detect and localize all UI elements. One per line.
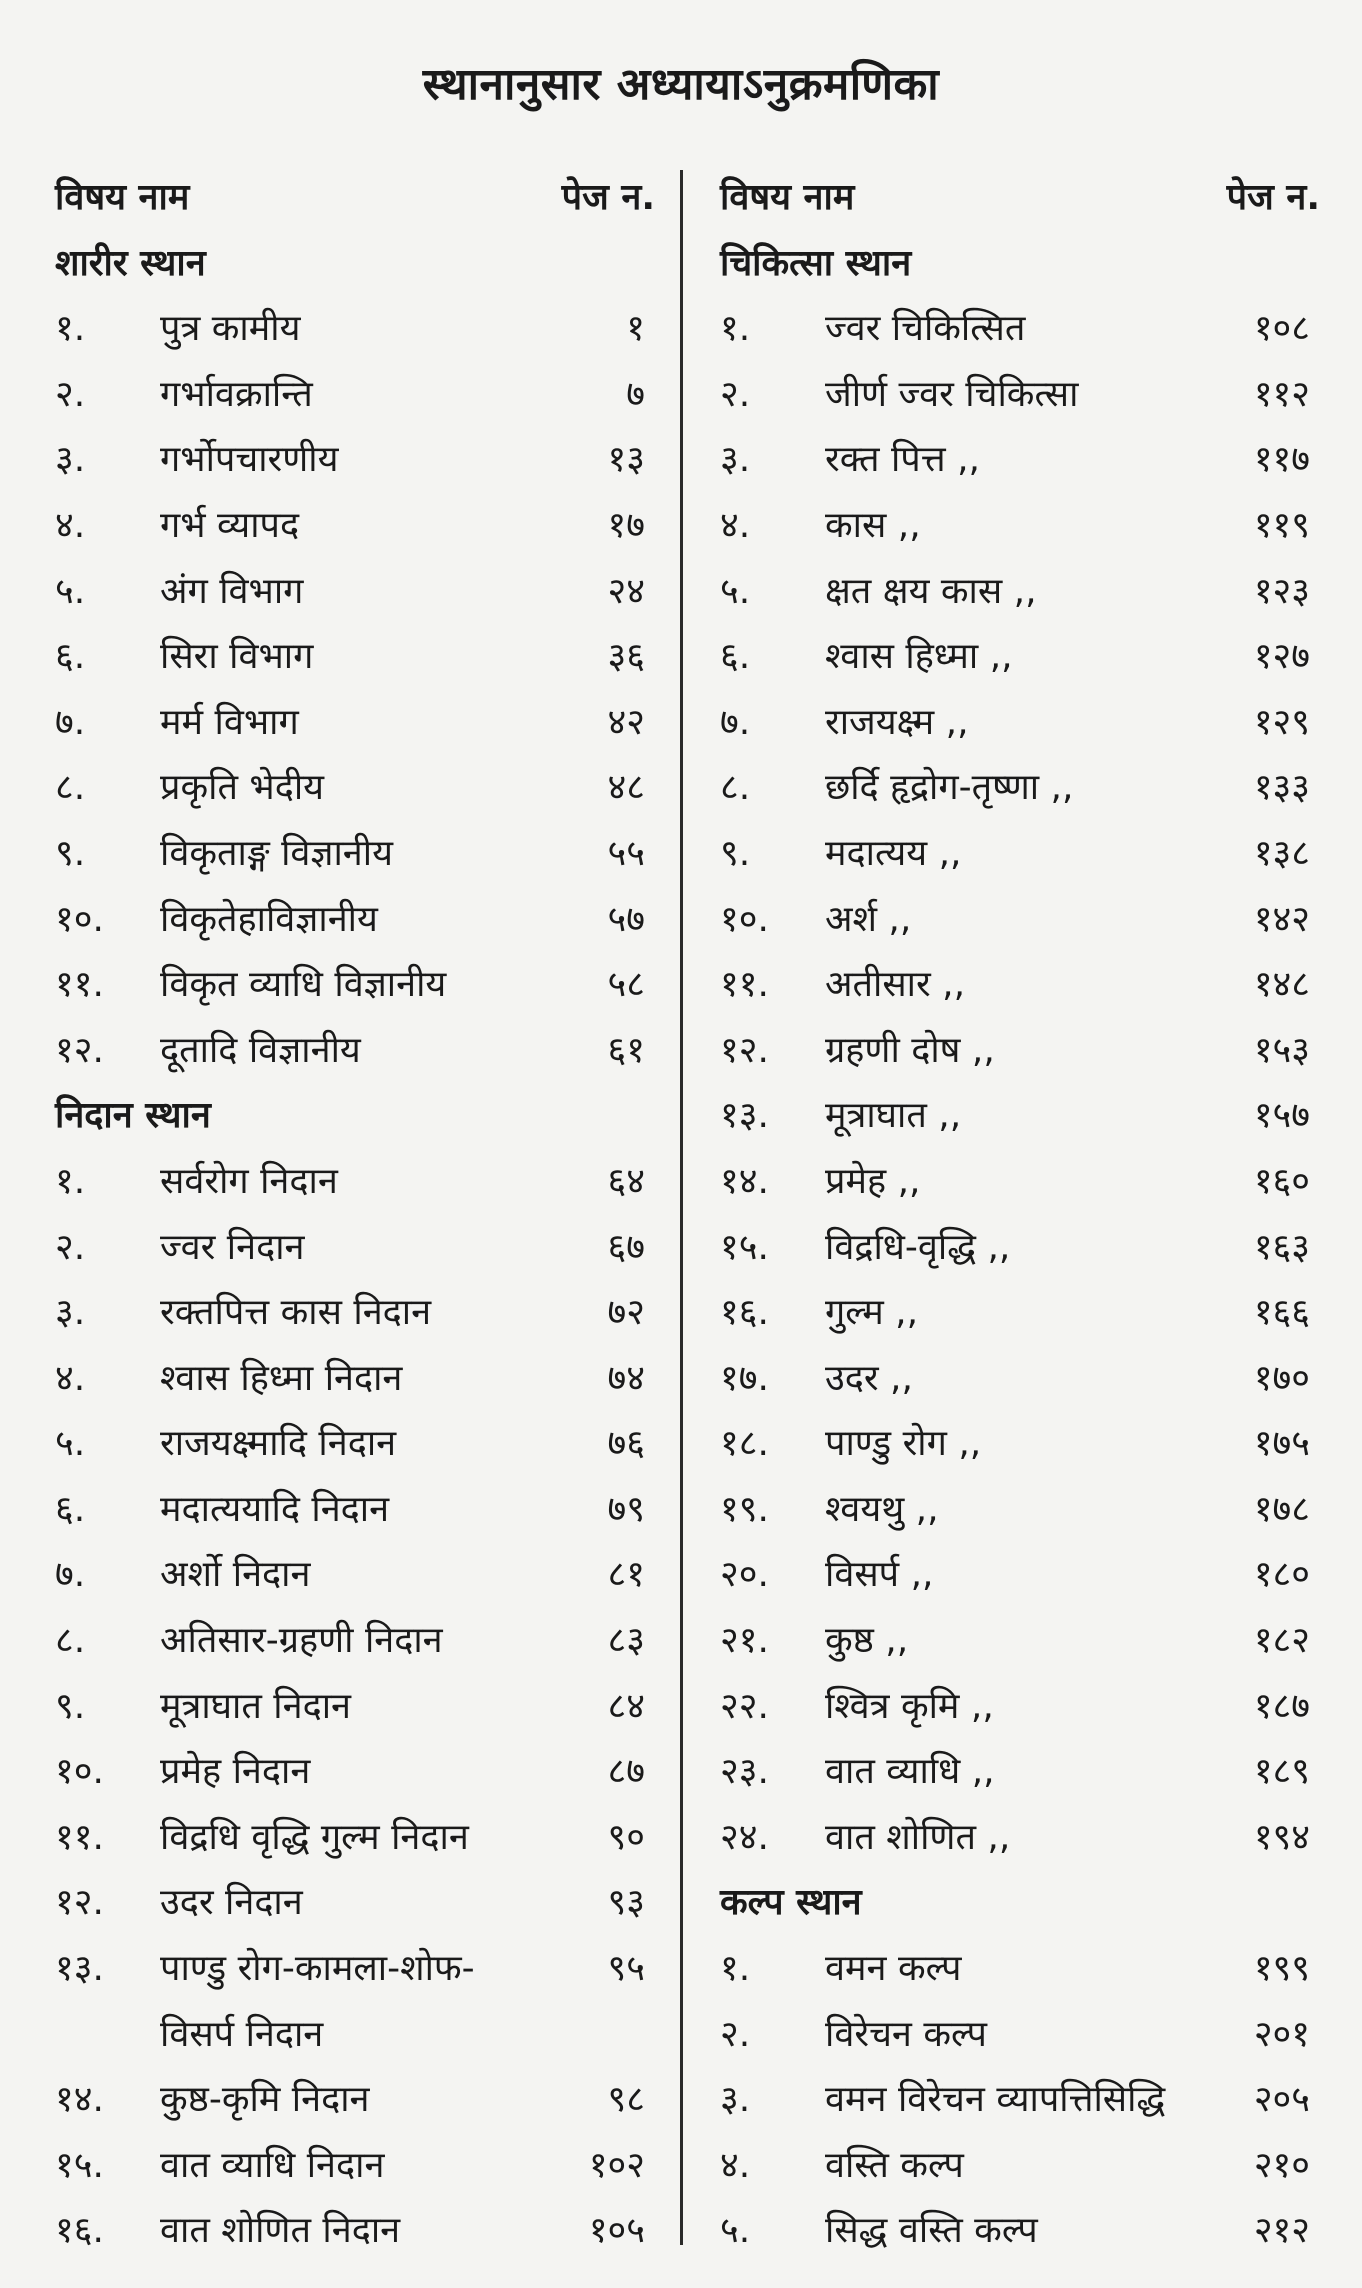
index-entry [720, 1674, 1320, 1740]
left-column-header [55, 165, 655, 231]
page-number-header: पेज न. [1226, 177, 1320, 218]
entry-title: मूत्राघात ,, [825, 1095, 962, 1137]
entry-page-number: ५७ [607, 898, 645, 940]
entry-page-number: १६० [1253, 1160, 1310, 1202]
entry-number: ५. [720, 2210, 751, 2252]
entry-title: कुष्ठ ,, [825, 1620, 909, 1662]
index-entry [55, 952, 655, 1018]
index-entry [720, 2067, 1320, 2133]
entry-number: १९. [720, 1488, 769, 1530]
entry-title: ज्वर चिकित्सित [825, 308, 1026, 350]
entry-page-number: ८४ [607, 1685, 645, 1727]
section-heading: निदान स्थान [55, 1095, 211, 1137]
entry-page-number: १९४ [1253, 1816, 1310, 1858]
index-entry [55, 1870, 655, 1936]
entry-page-number: ६७ [607, 1226, 645, 1268]
entry-title: श्वास हिध्मा ,, [825, 636, 1013, 678]
entry-number: ६. [55, 636, 86, 678]
entry-title: उदर ,, [825, 1357, 913, 1399]
page-title: स्थानानुसार अध्यायाऽनुक्रमणिका [422, 59, 940, 110]
entry-title: जीर्ण ज्वर चिकित्सा [825, 373, 1079, 415]
entry-title: रक्त पित्त ,, [825, 439, 980, 481]
subject-header: विषय नाम [720, 177, 855, 218]
index-entry [55, 1477, 655, 1543]
entry-page-number: १३८ [1253, 832, 1310, 874]
entry-title: प्रकृति भेदीय [160, 767, 325, 809]
entry-number: ११. [55, 964, 104, 1006]
entry-title: विकृताङ्ग विज्ञानीय [160, 832, 393, 874]
index-entry [55, 1149, 655, 1215]
index-entry [720, 1936, 1320, 2002]
entry-page-number: १३ [607, 439, 645, 481]
entry-number: १०. [55, 898, 104, 940]
entry-number: १४. [720, 1160, 769, 1202]
entry-page-number: ४२ [607, 701, 645, 743]
entry-page-number: १८० [1253, 1554, 1310, 1596]
entry-title: गर्भावक्रान्ति [160, 373, 313, 415]
entry-number: ५. [720, 570, 751, 612]
entry-page-number: २०५ [1253, 2079, 1310, 2121]
index-entry [55, 1608, 655, 1674]
index-entry [720, 1542, 1320, 1608]
index-entry [720, 952, 1320, 1018]
entry-number: ६. [55, 1488, 86, 1530]
index-entry [720, 1280, 1320, 1346]
entry-title: अतिसार-ग्रहणी निदान [160, 1620, 443, 1662]
entry-number: १५. [720, 1226, 769, 1268]
entry-page-number: ६१ [607, 1029, 645, 1071]
entry-number: ३. [55, 1292, 86, 1334]
entry-title: छर्दि हृद्रोग-तृष्णा ,, [825, 767, 1074, 809]
index-entry [55, 1411, 655, 1477]
entry-number: २२. [720, 1685, 769, 1727]
entry-title: मदात्यय ,, [825, 832, 962, 874]
entry-title: गर्भोपचारणीय [160, 439, 339, 481]
entry-number: ३. [55, 439, 86, 481]
entry-title: श्वयथु ,, [825, 1488, 939, 1530]
entry-title: विद्रधि-वृद्धि ,, [825, 1226, 1011, 1268]
entry-page-number: २१२ [1253, 2210, 1310, 2252]
entry-title: वमन कल्प [825, 1948, 962, 1990]
entry-number: २०. [720, 1554, 769, 1596]
entry-number: १२. [55, 1029, 104, 1071]
index-entry [55, 1346, 655, 1412]
entry-title: प्रमेह निदान [160, 1751, 311, 1793]
entry-title: दूतादि विज्ञानीय [160, 1029, 361, 1071]
index-entry [720, 1805, 1320, 1871]
page-number-header: पेज न. [561, 177, 655, 218]
entry-title: विद्रधि वृद्धि गुल्म निदान [160, 1816, 469, 1858]
entry-number: ३. [720, 2079, 751, 2121]
entry-page-number: ९५ [607, 1948, 645, 1990]
entry-number: २. [55, 1226, 86, 1268]
entry-title: श्वास हिध्मा निदान [160, 1357, 403, 1399]
index-entry-continuation [55, 2002, 655, 2068]
index-entry [55, 296, 655, 362]
index-entry [55, 493, 655, 559]
index-entry [720, 1149, 1320, 1215]
entry-title: अंग विभाग [160, 570, 304, 612]
entry-page-number: १७० [1253, 1357, 1310, 1399]
entry-page-number: १३३ [1253, 767, 1310, 809]
index-entry [720, 1477, 1320, 1543]
entry-number: ७. [720, 701, 751, 743]
entry-page-number: ११७ [1253, 439, 1310, 481]
entry-page-number: २१० [1253, 2144, 1310, 2186]
entry-page-number: १ [626, 308, 645, 350]
entry-page-number: १०५ [588, 2210, 645, 2252]
entry-page-number: ९३ [607, 1882, 645, 1924]
entry-number: ८. [55, 767, 86, 809]
entry-page-number: १८७ [1253, 1685, 1310, 1727]
entry-page-number: १२९ [1253, 701, 1310, 743]
entry-number: २. [720, 373, 751, 415]
entry-title: वात शोणित निदान [160, 2210, 401, 2252]
entry-page-number: १०८ [1253, 308, 1310, 350]
index-entry [55, 1018, 655, 1084]
entry-number: ४. [55, 1357, 86, 1399]
index-entry [720, 1739, 1320, 1805]
section-heading: कल्प स्थान [720, 1882, 862, 1924]
entry-page-number: ४८ [607, 767, 645, 809]
entry-title: कास ,, [825, 504, 921, 546]
entry-page-number: ७ [626, 373, 645, 415]
entry-page-number: १२३ [1253, 570, 1310, 612]
entry-title: गुल्म ,, [825, 1292, 919, 1334]
index-entry [55, 1805, 655, 1871]
entry-number: ११. [720, 964, 769, 1006]
index-entry [55, 821, 655, 887]
entry-title: मदात्ययादि निदान [160, 1488, 390, 1530]
left-column [55, 165, 655, 2264]
entry-page-number: ८१ [607, 1554, 645, 1596]
index-entry [55, 2133, 655, 2199]
entry-title-continuation: विसर्प निदान [160, 2013, 324, 2055]
entry-page-number: ११९ [1253, 504, 1310, 546]
entry-title: मूत्राघात निदान [160, 1685, 352, 1727]
entry-page-number: २०१ [1253, 2013, 1310, 2055]
index-entry [55, 2067, 655, 2133]
index-entry [720, 493, 1320, 559]
entry-number: ४. [720, 2144, 751, 2186]
entry-page-number: ९० [607, 1816, 645, 1858]
entry-number: ६. [720, 636, 751, 678]
entry-page-number: १६३ [1253, 1226, 1310, 1268]
entry-title: सिद्ध वस्ति कल्प [825, 2210, 1038, 2252]
entry-number: १८. [720, 1423, 769, 1465]
index-entry [720, 427, 1320, 493]
index-entry [55, 559, 655, 625]
entry-page-number: १८२ [1253, 1620, 1310, 1662]
entry-title: राजयक्ष्म ,, [825, 701, 969, 743]
index-entry [720, 1083, 1320, 1149]
entry-number: ९. [55, 1685, 86, 1727]
entry-number: १०. [55, 1751, 104, 1793]
index-entry [720, 624, 1320, 690]
entry-page-number: १५७ [1253, 1095, 1310, 1137]
entry-title: मर्म विभाग [160, 701, 299, 743]
entry-title: सर्वरोग निदान [160, 1160, 338, 1202]
entry-number: १. [55, 308, 86, 350]
entry-page-number: ७९ [607, 1488, 645, 1530]
entry-number: १०. [720, 898, 769, 940]
entry-page-number: ११२ [1253, 373, 1310, 415]
entry-number: १. [720, 308, 751, 350]
index-entry [55, 1542, 655, 1608]
entry-title: वस्ति कल्प [825, 2144, 964, 2186]
entry-number: १३. [55, 1948, 104, 1990]
index-entry [720, 887, 1320, 953]
index-entry [720, 2002, 1320, 2068]
entry-number: २१. [720, 1620, 769, 1662]
section-heading: चिकित्सा स्थान [720, 242, 912, 284]
entry-page-number: ३६ [607, 636, 645, 678]
right-column [720, 165, 1320, 2264]
entry-number: ४. [55, 504, 86, 546]
entry-number: २. [55, 373, 86, 415]
entry-title: क्षत क्षय कास ,, [825, 570, 1037, 612]
index-entry [720, 1411, 1320, 1477]
subject-header: विषय नाम [55, 177, 190, 218]
entry-number: १२. [720, 1029, 769, 1071]
index-entry [720, 755, 1320, 821]
entry-title: गर्भ व्यापद [160, 504, 300, 546]
entry-page-number: १६६ [1253, 1292, 1310, 1334]
entry-page-number: ७२ [607, 1292, 645, 1334]
index-entry [55, 1280, 655, 1346]
entry-title: कुष्ठ-कृमि निदान [160, 2079, 370, 2121]
index-entry [720, 2133, 1320, 2199]
index-entry [720, 690, 1320, 756]
entry-title: सिरा विभाग [160, 636, 314, 678]
entry-page-number: ८३ [607, 1620, 645, 1662]
entry-page-number: ६४ [607, 1160, 645, 1202]
entry-title: ग्रहणी दोष ,, [825, 1029, 995, 1071]
entry-number: १. [55, 1160, 86, 1202]
entry-title: वात व्याधि ,, [825, 1751, 995, 1793]
index-entry [720, 1608, 1320, 1674]
index-entry [720, 1346, 1320, 1412]
entry-page-number: ५८ [607, 964, 645, 1006]
index-entry [720, 2198, 1320, 2264]
entry-page-number: १२७ [1253, 636, 1310, 678]
index-entry [720, 296, 1320, 362]
index-entry [720, 821, 1320, 887]
entry-page-number: १७ [607, 504, 645, 546]
entry-number: ९. [720, 832, 751, 874]
entry-page-number: ५५ [607, 832, 645, 874]
entry-title: पाण्डु रोग ,, [825, 1423, 982, 1465]
entry-number: १. [720, 1948, 751, 1990]
entry-title: वात व्याधि निदान [160, 2144, 385, 2186]
entry-title: श्वित्र कृमि ,, [825, 1685, 994, 1727]
entry-page-number: १४२ [1253, 898, 1310, 940]
entry-title: अर्श ,, [825, 898, 912, 940]
entry-number: २. [720, 2013, 751, 2055]
entry-page-number: १८९ [1253, 1751, 1310, 1793]
entry-page-number: १४८ [1253, 964, 1310, 1006]
entry-page-number: ७४ [607, 1357, 645, 1399]
entry-title: विकृत व्याधि विज्ञानीय [160, 964, 447, 1006]
index-entry [55, 1739, 655, 1805]
index-entry [55, 1674, 655, 1740]
entry-number: ७. [55, 1554, 86, 1596]
index-entry [720, 559, 1320, 625]
entry-title: वमन विरेचन व्यापत्तिसिद्धि [825, 2079, 1166, 2121]
entry-title: अर्शो निदान [160, 1554, 311, 1596]
entry-number: ८. [720, 767, 751, 809]
entry-number: ५. [55, 1423, 86, 1465]
index-entry [720, 362, 1320, 428]
entry-page-number: ८७ [607, 1751, 645, 1793]
index-entry [55, 624, 655, 690]
entry-title: विकृतेहाविज्ञानीय [160, 898, 378, 940]
entry-number: ९. [55, 832, 86, 874]
entry-page-number: ७६ [607, 1423, 645, 1465]
entry-number: १७. [720, 1357, 769, 1399]
right-column-header [720, 165, 1320, 231]
entry-number: १६. [720, 1292, 769, 1334]
entry-title: पुत्र कामीय [160, 308, 301, 350]
entry-page-number: १९९ [1253, 1948, 1310, 1990]
entry-page-number: १७८ [1253, 1488, 1310, 1530]
entry-number: ७. [55, 701, 86, 743]
entry-number: २४. [720, 1816, 769, 1858]
index-entry [55, 362, 655, 428]
entry-title: प्रमेह ,, [825, 1160, 921, 1202]
entry-page-number: २४ [607, 570, 645, 612]
entry-number: ४. [720, 504, 751, 546]
entry-title: राजयक्ष्मादि निदान [160, 1423, 397, 1465]
index-entry [55, 1936, 655, 2002]
entry-number: ८. [55, 1620, 86, 1662]
entry-number: ११. [55, 1816, 104, 1858]
index-entry [720, 1018, 1320, 1084]
entry-title: अतीसार ,, [825, 964, 966, 1006]
entry-page-number: १०२ [588, 2144, 645, 2186]
entry-number: १२. [55, 1882, 104, 1924]
entry-page-number: १५३ [1253, 1029, 1310, 1071]
entry-title: ज्वर निदान [160, 1226, 305, 1268]
entry-number: १६. [55, 2210, 104, 2252]
entry-number: १३. [720, 1095, 769, 1137]
index-entry [55, 427, 655, 493]
entry-number: ५. [55, 570, 86, 612]
section-heading: शारीर स्थान [55, 242, 206, 284]
index-entry [55, 1215, 655, 1281]
entry-title: रक्तपित्त कास निदान [160, 1292, 432, 1334]
entry-page-number: ९८ [607, 2079, 645, 2121]
index-entry [55, 887, 655, 953]
entry-number: ३. [720, 439, 751, 481]
entry-title: विरेचन कल्प [825, 2013, 987, 2055]
index-entry [55, 690, 655, 756]
entry-number: १४. [55, 2079, 104, 2121]
index-entry [720, 1215, 1320, 1281]
column-divider [680, 170, 683, 2245]
index-entry [55, 755, 655, 821]
entry-page-number: १७५ [1253, 1423, 1310, 1465]
entry-title: पाण्डु रोग-कामला-शोफ- [160, 1948, 475, 1990]
entry-number: १५. [55, 2144, 104, 2186]
entry-title: वात शोणित ,, [825, 1816, 1011, 1858]
entry-title: विसर्प ,, [825, 1554, 934, 1596]
index-entry [55, 2198, 655, 2264]
entry-title: उदर निदान [160, 1882, 303, 1924]
entry-number: २३. [720, 1751, 769, 1793]
